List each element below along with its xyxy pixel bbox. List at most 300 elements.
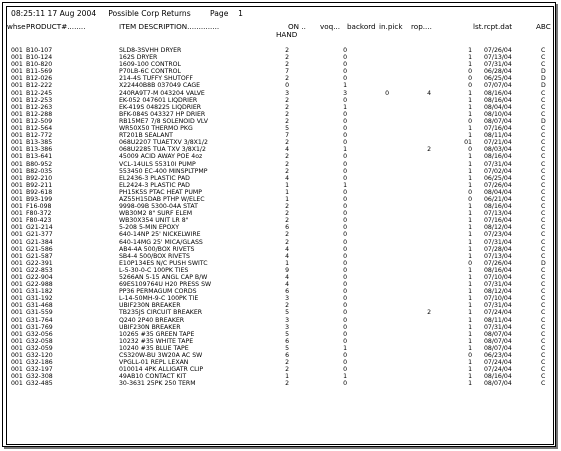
- cell-last-receipt: 07/26/04: [484, 259, 512, 267]
- cell-abc: C: [541, 288, 546, 296]
- table-row: [7, 168, 553, 175]
- cell-whse: 001: [11, 54, 23, 62]
- cell-last-receipt: 08/16/04: [484, 153, 512, 161]
- cell-product: G32-059: [26, 344, 53, 352]
- cell-abc: C: [541, 125, 546, 133]
- cell-abc: C: [541, 380, 546, 388]
- cell-product: G31-182: [26, 288, 53, 296]
- table-row: [7, 153, 553, 160]
- cell-description: 1609-100 CONTROL: [119, 61, 181, 69]
- cell-rop: 1: [468, 174, 472, 182]
- cell-whse: 001: [11, 316, 23, 324]
- cell-abc: C: [541, 252, 546, 260]
- cell-last-receipt: 08/07/04: [484, 344, 512, 352]
- cell-voq: 1: [343, 82, 347, 90]
- cell-last-receipt: 07/10/04: [484, 295, 512, 303]
- col-header-on-hand: ON ..: [288, 22, 306, 31]
- cell-product: B82-035: [26, 167, 53, 175]
- cell-whse: 001: [11, 160, 23, 168]
- cell-product: G22-988: [26, 281, 53, 289]
- cell-last-receipt: 07/13/04: [484, 210, 512, 218]
- cell-whse: 001: [11, 309, 23, 317]
- cell-whse: 001: [11, 203, 23, 211]
- cell-rop: 1: [468, 231, 472, 239]
- cell-last-receipt: 07/24/04: [484, 359, 512, 367]
- cell-voq: 0: [343, 167, 347, 175]
- cell-on-hand: 4: [285, 245, 289, 253]
- cell-rop: 1: [468, 323, 472, 331]
- cell-abc: C: [541, 153, 546, 161]
- cell-whse: 001: [11, 47, 23, 54]
- table-row: [7, 366, 553, 373]
- cell-product: G32-197: [26, 366, 53, 374]
- cell-on-hand: 2: [285, 96, 289, 104]
- table-row: [7, 309, 553, 316]
- cell-rop: 1: [468, 203, 472, 211]
- cell-description: 010014 4PK ALLIGATR CLIP: [119, 366, 204, 374]
- report-timestamp: 08:25:11 17 Aug 2004: [11, 9, 97, 18]
- cell-whse: 001: [11, 89, 23, 97]
- cell-rop: 1: [468, 238, 472, 246]
- table-row: [7, 380, 553, 387]
- cell-voq: 0: [343, 96, 347, 104]
- cell-rop: 01: [464, 139, 472, 147]
- cell-rop: 1: [468, 110, 472, 118]
- cell-description: 640-14NP 25' NICKELWIRE: [119, 231, 201, 239]
- cell-last-receipt: 07/23/04: [484, 231, 512, 239]
- cell-voq: 1: [343, 103, 347, 111]
- cell-rop: 1: [468, 224, 472, 232]
- col-header-whse: whse: [7, 22, 26, 31]
- cell-rop: 1: [468, 337, 472, 345]
- cell-whse: 001: [11, 224, 23, 232]
- table-row: [7, 68, 553, 75]
- cell-product: F80-423: [26, 217, 52, 225]
- cell-whse: 001: [11, 103, 23, 111]
- cell-rop: 1: [468, 132, 472, 140]
- cell-rop: 1: [468, 89, 472, 97]
- cell-description: PH15K5S PTAC HEAT PUMP: [119, 188, 202, 196]
- cell-description: RB15ME7 7/8 SOLENOID VLV: [119, 117, 208, 125]
- cell-description: SB4-4 500/BOX RIVETS: [119, 252, 190, 260]
- cell-on-hand: 4: [285, 281, 289, 289]
- cell-last-receipt: 08/16/04: [484, 89, 512, 97]
- cell-rop: 1: [468, 245, 472, 253]
- cell-whse: 001: [11, 75, 23, 83]
- cell-whse: 001: [11, 110, 23, 118]
- cell-whse: 001: [11, 181, 23, 189]
- report-window: [2, 2, 556, 447]
- cell-rop: 1: [468, 181, 472, 189]
- cell-on-hand: 3: [285, 89, 289, 97]
- cell-abc: C: [541, 344, 546, 352]
- cell-product: B12-026: [26, 75, 53, 83]
- table-row: [7, 352, 553, 359]
- cell-whse: 001: [11, 359, 23, 367]
- cell-description: 49AB10 CONTACT KIT: [119, 373, 187, 381]
- cell-description: TB235JS CIRCUIT BREAKER: [119, 309, 203, 317]
- cell-description: 10240 #35 BLUE TAPE: [119, 344, 189, 352]
- cell-abc: C: [541, 224, 546, 232]
- cell-on-hand: 1: [285, 195, 289, 203]
- cell-rop: 1: [468, 366, 472, 374]
- cell-whse: 001: [11, 174, 23, 182]
- table-row: [7, 288, 553, 295]
- cell-abc: C: [541, 302, 546, 310]
- cell-product: B12-288: [26, 110, 53, 118]
- cell-description: VPGLL-01 REPL LEXAN: [119, 359, 189, 367]
- cell-voq: 1: [343, 181, 347, 189]
- cell-rop: 1: [468, 359, 472, 367]
- cell-whse: 001: [11, 323, 23, 331]
- table-row: [7, 132, 553, 139]
- cell-rop: 0: [468, 117, 472, 125]
- cell-whse: 001: [11, 373, 23, 381]
- cell-on-hand: 2: [285, 160, 289, 168]
- table-row: [7, 331, 553, 338]
- cell-on-hand: 5: [285, 309, 289, 317]
- col-header-rop: rop....: [411, 22, 432, 31]
- cell-on-hand: 2: [285, 231, 289, 239]
- cell-voq: 0: [343, 231, 347, 239]
- cell-last-receipt: 07/31/04: [484, 160, 512, 168]
- cell-on-hand: 7: [285, 68, 289, 76]
- cell-description: 553450 EC-400 MINSPLTPMP: [119, 167, 208, 175]
- cell-product: B12-564: [26, 125, 53, 133]
- cell-whse: 001: [11, 259, 23, 267]
- col-header-product: PRODUCT#........: [26, 22, 86, 31]
- cell-last-receipt: 07/26/04: [484, 181, 512, 189]
- cell-voq: 0: [343, 295, 347, 303]
- cell-description: 10265 #35 GREEN TAPE: [119, 330, 195, 338]
- cell-in-pick: 4: [427, 89, 431, 97]
- cell-product: G31-468: [26, 302, 53, 310]
- cell-description: P70LB-6C CONTROL: [119, 68, 181, 76]
- cell-whse: 001: [11, 132, 23, 140]
- col-header-voq: voq...: [320, 22, 341, 31]
- cell-on-hand: 5: [285, 344, 289, 352]
- cell-voq: 0: [343, 117, 347, 125]
- cell-product: B12-509: [26, 117, 53, 125]
- col-header-last-receipt: lst.rcpt.dat: [473, 22, 513, 31]
- cell-product: B80-952: [26, 160, 53, 168]
- cell-last-receipt: 07/21/04: [484, 139, 512, 147]
- cell-last-receipt: 07/24/04: [484, 309, 512, 317]
- cell-in-pick: 2: [427, 309, 431, 317]
- cell-abc: C: [541, 160, 546, 168]
- cell-whse: 001: [11, 68, 23, 76]
- table-row: [7, 125, 553, 132]
- cell-rop: 1: [468, 373, 472, 381]
- cell-whse: 001: [11, 344, 23, 352]
- cell-product: G32-186: [26, 359, 53, 367]
- cell-last-receipt: 08/11/04: [484, 132, 512, 140]
- cell-description: 5266AN 5-15 ANGL CAP B/W: [119, 274, 208, 281]
- cell-rop: 1: [468, 380, 472, 388]
- cell-voq: 0: [343, 125, 347, 133]
- cell-rop: 1: [468, 295, 472, 303]
- cell-product: B12-772: [26, 132, 53, 140]
- cell-last-receipt: 07/24/04: [484, 366, 512, 374]
- cell-rop: 1: [468, 160, 472, 168]
- cell-voq: 0: [343, 380, 347, 388]
- cell-on-hand: 2: [285, 47, 289, 54]
- cell-rop: 1: [468, 47, 472, 54]
- cell-on-hand: 2: [285, 302, 289, 310]
- cell-on-hand: 2: [285, 139, 289, 147]
- cell-last-receipt: 07/13/04: [484, 252, 512, 260]
- cell-description: L-14-50MH-9-C 100PK TIE: [119, 295, 199, 303]
- cell-abc: C: [541, 195, 546, 203]
- cell-voq: 0: [343, 274, 347, 281]
- cell-description: WR50X50 THERMO PKG: [119, 125, 193, 133]
- cell-description: 162S DRYER: [119, 54, 158, 62]
- cell-voq: 0: [343, 195, 347, 203]
- cell-rop: 1: [468, 54, 472, 62]
- cell-abc: C: [541, 323, 546, 331]
- cell-abc: C: [541, 188, 546, 196]
- cell-on-hand: 5: [285, 330, 289, 338]
- cell-on-hand: 3: [285, 316, 289, 324]
- cell-description: EL2424-3 PLASTIC PAD: [119, 181, 190, 189]
- cell-product: G32-308: [26, 373, 53, 381]
- cell-abc: C: [541, 132, 546, 140]
- cell-product: G22-853: [26, 266, 53, 274]
- cell-on-hand: 4: [285, 274, 289, 281]
- column-headers: [7, 23, 553, 43]
- cell-voq: 0: [343, 352, 347, 360]
- cell-product: B10-107: [26, 47, 53, 54]
- cell-on-hand: 2: [285, 380, 289, 388]
- cell-abc: C: [541, 359, 546, 367]
- cell-whse: 001: [11, 82, 23, 90]
- cell-rop: 1: [468, 281, 472, 289]
- cell-description: CS320W-BU 3W20A AC SW: [119, 352, 203, 360]
- cell-on-hand: 2: [285, 103, 289, 111]
- cell-voq: 0: [343, 139, 347, 147]
- cell-last-receipt: 07/16/04: [484, 125, 512, 133]
- cell-description: 10232 #35 WHITE TAPE: [119, 337, 194, 345]
- cell-abc: C: [541, 309, 546, 317]
- cell-rop: 0: [468, 68, 472, 76]
- cell-last-receipt: 08/04/04: [484, 103, 512, 111]
- cell-on-hand: 1: [285, 181, 289, 189]
- cell-abc: C: [541, 47, 546, 54]
- table-row: [7, 324, 553, 331]
- table-row: [7, 359, 553, 366]
- col-header-abc: ABC: [536, 22, 551, 31]
- cell-voq: 0: [343, 323, 347, 331]
- cell-rop: 0: [468, 75, 472, 83]
- cell-last-receipt: 07/28/04: [484, 245, 512, 253]
- cell-abc: C: [541, 181, 546, 189]
- cell-description: RT201B SEALANT: [119, 132, 173, 140]
- cell-abc: C: [541, 174, 546, 182]
- cell-voq: 0: [343, 68, 347, 76]
- cell-abc: C: [541, 167, 546, 175]
- table-row: [7, 317, 553, 324]
- cell-abc: D: [541, 117, 546, 125]
- cell-rop: 0: [468, 195, 472, 203]
- cell-rop: 1: [468, 210, 472, 218]
- table-row: [7, 253, 553, 260]
- report-page: [6, 6, 554, 445]
- cell-whse: 001: [11, 61, 23, 69]
- cell-product: G21-586: [26, 245, 53, 253]
- cell-last-receipt: 07/07/04: [484, 82, 512, 90]
- table-row: [7, 373, 553, 380]
- cell-rop: 1: [468, 316, 472, 324]
- cell-on-hand: 1: [285, 188, 289, 196]
- cell-product: G32-485: [26, 380, 53, 388]
- cell-on-hand: 7: [285, 132, 289, 140]
- cell-voq: 0: [343, 210, 347, 218]
- cell-last-receipt: 07/31/04: [484, 302, 512, 310]
- cell-abc: C: [541, 281, 546, 289]
- cell-product: B92-618: [26, 188, 53, 196]
- cell-on-hand: 2: [285, 167, 289, 175]
- cell-abc: C: [541, 231, 546, 239]
- cell-on-hand: 4: [285, 174, 289, 182]
- cell-description: VCL-14ULS 55310I PUMP: [119, 160, 196, 168]
- cell-rop: 1: [468, 330, 472, 338]
- cell-abc: C: [541, 61, 546, 69]
- cell-on-hand: 9: [285, 266, 289, 274]
- cell-product: B13-386: [26, 146, 53, 154]
- cell-description: AZ55H15DAB PTHP W/ELEC: [119, 195, 205, 203]
- cell-description: WB30X354 UNIT LR 8": [119, 217, 189, 225]
- cell-rop: 0: [468, 259, 472, 267]
- cell-product: B12-253: [26, 96, 53, 104]
- cell-whse: 001: [11, 139, 23, 147]
- cell-description: PP36 PERMAGUM CORDS: [119, 288, 197, 296]
- table-row: [7, 345, 553, 352]
- cell-abc: C: [541, 103, 546, 111]
- page-number: 1: [238, 9, 243, 18]
- cell-voq: 0: [343, 110, 347, 118]
- cell-product: G31-559: [26, 309, 53, 317]
- cell-product: B10-820: [26, 61, 53, 69]
- cell-description: 640-14MG 25' MICA/GLASS: [119, 238, 203, 246]
- cell-voq: 1: [343, 344, 347, 352]
- report-title: Possible Corp Returns: [108, 9, 191, 18]
- cell-product: G21-587: [26, 252, 53, 260]
- cell-rop: 0: [468, 352, 472, 360]
- cell-last-receipt: 07/26/04: [484, 47, 512, 54]
- cell-voq: 0: [343, 224, 347, 232]
- cell-on-hand: 3: [285, 323, 289, 331]
- cell-on-hand: 2: [285, 238, 289, 246]
- cell-product: B12-222: [26, 82, 53, 90]
- cell-rop: 1: [468, 266, 472, 274]
- cell-abc: C: [541, 316, 546, 324]
- cell-product: B12-245: [26, 89, 53, 97]
- cell-product: G32-058: [26, 337, 53, 345]
- cell-voq: 0: [343, 54, 347, 62]
- cell-product: F80-372: [26, 210, 52, 218]
- table-row: [7, 161, 553, 168]
- cell-voq: 0: [343, 337, 347, 345]
- cell-whse: 001: [11, 337, 23, 345]
- col-header-in-pick: in.pick: [379, 22, 403, 31]
- cell-abc: D: [541, 82, 546, 90]
- cell-last-receipt: 08/07/04: [484, 337, 512, 345]
- cell-last-receipt: 08/10/04: [484, 110, 512, 118]
- cell-abc: D: [541, 68, 546, 76]
- cell-description: 9998-09B 5300-04A STAT: [119, 203, 198, 211]
- cell-description: 068U2207 TUAETXV 3/8X1/2: [119, 139, 208, 147]
- cell-on-hand: 4: [285, 252, 289, 260]
- cell-last-receipt: 07/31/04: [484, 238, 512, 246]
- cell-whse: 001: [11, 188, 23, 196]
- table-row: [7, 75, 553, 82]
- cell-description: 69ES109764U H20 PRESS SW: [119, 281, 212, 289]
- cell-whse: 001: [11, 195, 23, 203]
- cell-description: SLD8-3SVHH DRYER: [119, 47, 182, 54]
- cell-last-receipt: 08/16/04: [484, 96, 512, 104]
- cell-in-pick: 2: [427, 146, 431, 154]
- cell-whse: 001: [11, 352, 23, 360]
- cell-last-receipt: 07/31/04: [484, 281, 512, 289]
- cell-rop: 1: [468, 288, 472, 296]
- cell-product: G31-192: [26, 295, 53, 303]
- cell-whse: 001: [11, 281, 23, 289]
- cell-last-receipt: 07/10/04: [484, 274, 512, 281]
- cell-last-receipt: 08/12/04: [484, 288, 512, 296]
- cell-product: G21-214: [26, 224, 53, 232]
- cell-voq: 0: [343, 266, 347, 274]
- table-row: [7, 267, 553, 274]
- cell-abc: C: [541, 352, 546, 360]
- cell-voq: 0: [343, 252, 347, 260]
- cell-product: G32-056: [26, 330, 53, 338]
- cell-whse: 001: [11, 302, 23, 310]
- table-row: [7, 246, 553, 253]
- cell-rop: 1: [468, 96, 472, 104]
- cell-whse: 001: [11, 167, 23, 175]
- cell-abc: C: [541, 96, 546, 104]
- cell-on-hand: 0: [285, 82, 289, 90]
- cell-rop: 1: [468, 153, 472, 161]
- cell-last-receipt: 08/03/04: [484, 146, 512, 154]
- cell-abc: C: [541, 146, 546, 154]
- cell-whse: 001: [11, 295, 23, 303]
- cell-voq: 0: [343, 132, 347, 140]
- cell-abc: C: [541, 110, 546, 118]
- cell-rop: 1: [468, 274, 472, 281]
- table-row: [7, 302, 553, 309]
- cell-voq: 1: [343, 373, 347, 381]
- cell-description: EL2436-3 PLASTIC PAD: [119, 174, 190, 182]
- page-label: Page: [210, 9, 229, 18]
- cell-description: 214-4S TUFFY SHUTOFF: [119, 75, 193, 83]
- cell-product: B12-263: [26, 103, 53, 111]
- cell-product: G22-391: [26, 259, 53, 267]
- cell-voq: 0: [343, 302, 347, 310]
- cell-rop: 1: [468, 344, 472, 352]
- cell-on-hand: 2: [285, 61, 289, 69]
- cell-abc: D: [541, 75, 546, 83]
- cell-voq: 3: [343, 89, 347, 97]
- cell-last-receipt: 06/28/04: [484, 68, 512, 76]
- cell-abc: C: [541, 295, 546, 303]
- col-header-on-hand-2: HAND: [276, 30, 298, 39]
- cell-abc: C: [541, 373, 546, 381]
- cell-on-hand: 2: [285, 110, 289, 118]
- cell-whse: 001: [11, 125, 23, 133]
- cell-description: X22440B8B 037049 CAGE: [119, 82, 201, 90]
- cell-on-hand: 6: [285, 352, 289, 360]
